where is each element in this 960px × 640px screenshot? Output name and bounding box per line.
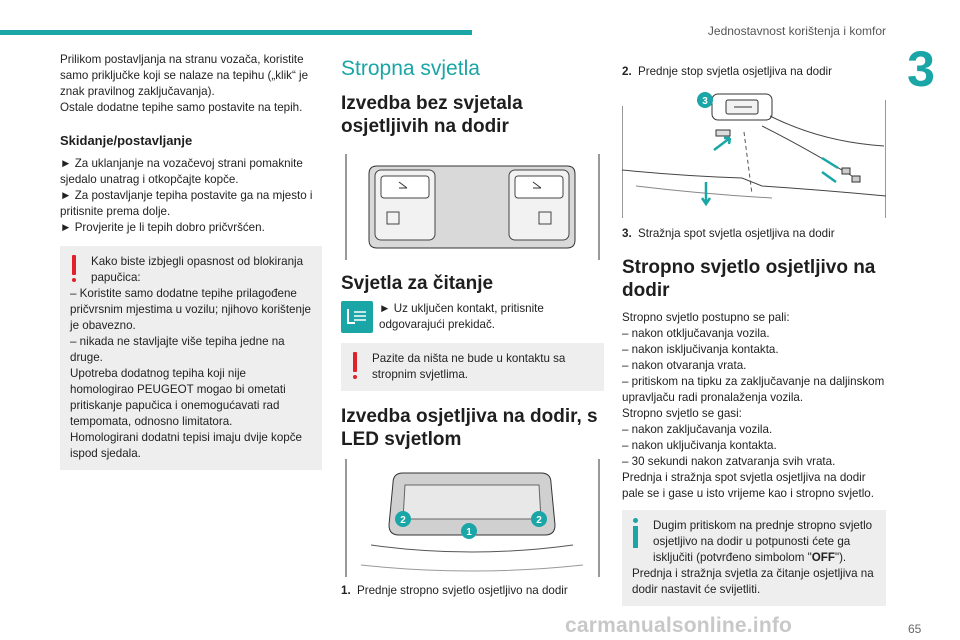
- callout-label: 2: [400, 515, 406, 526]
- callout-label: 1: [466, 527, 472, 538]
- warning-note: [60, 246, 322, 470]
- watermark: carmanualsonline.info: [565, 614, 793, 637]
- caption-number: 3.: [622, 227, 632, 240]
- main-title: Stropna svjetla: [341, 57, 480, 80]
- caption-number: 2.: [622, 65, 632, 78]
- body-text: Stropno svjetlo postupno se pali:: [622, 311, 790, 324]
- warning-text: – nikada ne stavljajte više tepiha jedne na druge.: [70, 335, 285, 364]
- body-text: Stropno svjetlo se gasi:: [622, 407, 742, 420]
- body-text: – nakon zaključavanja vozila.: [622, 423, 773, 436]
- caption-text: Prednje stropno svjetlo osjetljivo na dodir: [357, 584, 568, 597]
- page-number: 65: [908, 622, 922, 636]
- info-icon: [630, 518, 640, 550]
- off-symbol: OFF: [811, 551, 835, 564]
- section-title-removal: Skidanje/postavljanje: [60, 133, 193, 148]
- column-3: [622, 44, 886, 606]
- body-text: – 30 sekundi nakon zatvaranja svih vrata.: [622, 455, 836, 468]
- column-1: [60, 44, 322, 470]
- section-title-touch-ceiling: Stropno svjetlo osjetljivo na dodir: [622, 257, 876, 301]
- caption: [622, 226, 886, 242]
- chapter-number: 3: [907, 41, 935, 97]
- warning-text: – Koristite samo dodatne tepihe prilagođene pričvrsnim mjestima u vozilu; njihovo korištenje je obavezno.: [70, 287, 311, 332]
- info-text: Prednja i stražnja svjetla za čitanje osjetljiva na dodir nastavit će svijetliti.: [632, 567, 874, 596]
- callout-label: 3: [702, 96, 708, 107]
- body-text: – nakon uključivanja kontakta.: [622, 439, 777, 452]
- caption-text: Stražnja spot svjetla osjetljiva na dodir: [638, 227, 835, 240]
- intro-paragraph: Prilikom postavljanja na stranu vozača, koristite samo priključke koji se nalaze na tepihu („klik“ je znak pravilnog zaključavanja).: [60, 53, 309, 98]
- info-text: Dugim pritiskom na prednje stropno svjetlo osjetljivo na dodir u potpunosti ćete ga isključiti (potvrđeno simbolom "OFF").: [653, 519, 873, 564]
- body-text: – pritiskom na tipku za zaključavanje na daljinskom upravljaču radi pronalaženja vozila.: [622, 375, 885, 404]
- step-text: ► Uz uključen kontakt, pritisnite odgovarajući prekidač.: [379, 302, 544, 331]
- section-title-touch-led: Izvedba osjetljiva na dodir, s LED svjetlom: [341, 406, 598, 450]
- body-text: – nakon isključivanja kontakta.: [622, 343, 779, 356]
- body-text: – nakon otvaranja vrata.: [622, 359, 747, 372]
- reading-light-step: [341, 301, 604, 333]
- rear-spotlights-illustration: [622, 86, 886, 218]
- callout-label: 2: [536, 515, 542, 526]
- warning-text: Pazite da ništa ne bude u kontaktu sa stropnim svjetlima.: [372, 352, 566, 381]
- caption: [622, 64, 886, 80]
- caption-number: 1.: [341, 584, 351, 597]
- non-touch-lights-illustration: [341, 144, 604, 260]
- warning-text: Upotreba dodatnog tepiha koji nije homologirao PEUGEOT mogao bi ometati pritiskanje papučica i onemogućavati rad tempomata, odnosno limitatora.: [70, 367, 286, 428]
- reading-light-icon: [341, 301, 373, 333]
- body-text: Prednja i stražnja spot svjetla osjetljiva na dodir pale se i gase u isto vrijeme kao i stropno svjetlo.: [622, 471, 874, 500]
- warning-icon: [70, 255, 78, 285]
- caption-text: Prednje stop svjetla osjetljiva na dodir: [638, 65, 832, 78]
- callout-1: [461, 523, 477, 539]
- section-title-non-touch: Izvedba bez svjetala osjetljivih na dodir: [341, 93, 523, 137]
- touch-lights-illustration: [341, 455, 604, 577]
- caption: [341, 583, 604, 599]
- callout-2-right: [531, 511, 547, 527]
- callout-3: [697, 92, 713, 108]
- warning-icon: [351, 352, 359, 382]
- warning-text: Homologirani dodatni tepisi imaju dvije kopče ispod sjedala.: [70, 431, 302, 460]
- step-text: ► Za uklanjanje na vozačevoj strani pomaknite sjedalo unatrag i otkopčajte kopče.: [60, 157, 303, 186]
- intro-paragraph: Ostale dodatne tepihe samo postavite na tepih.: [60, 101, 303, 114]
- column-2: [341, 44, 604, 599]
- warning-text: Kako biste izbjegli opasnost od blokiranja papučica:: [91, 255, 304, 284]
- chapter-title: Jednostavnost korištenja i komfor: [707, 24, 886, 38]
- body-text: – nakon otključavanja vozila.: [622, 327, 770, 340]
- info-note: [622, 510, 886, 606]
- step-text: ► Za postavljanje tepiha postavite ga na mjesto i pritisnite prema dolje.: [60, 189, 313, 218]
- section-title-reading-lights: Svjetla za čitanje: [341, 273, 494, 294]
- callout-2-left: [395, 511, 411, 527]
- warning-note: [341, 343, 604, 391]
- step-text: ► Provjerite je li tepih dobro pričvršćen.: [60, 221, 265, 234]
- header-accent-bar: [0, 30, 472, 35]
